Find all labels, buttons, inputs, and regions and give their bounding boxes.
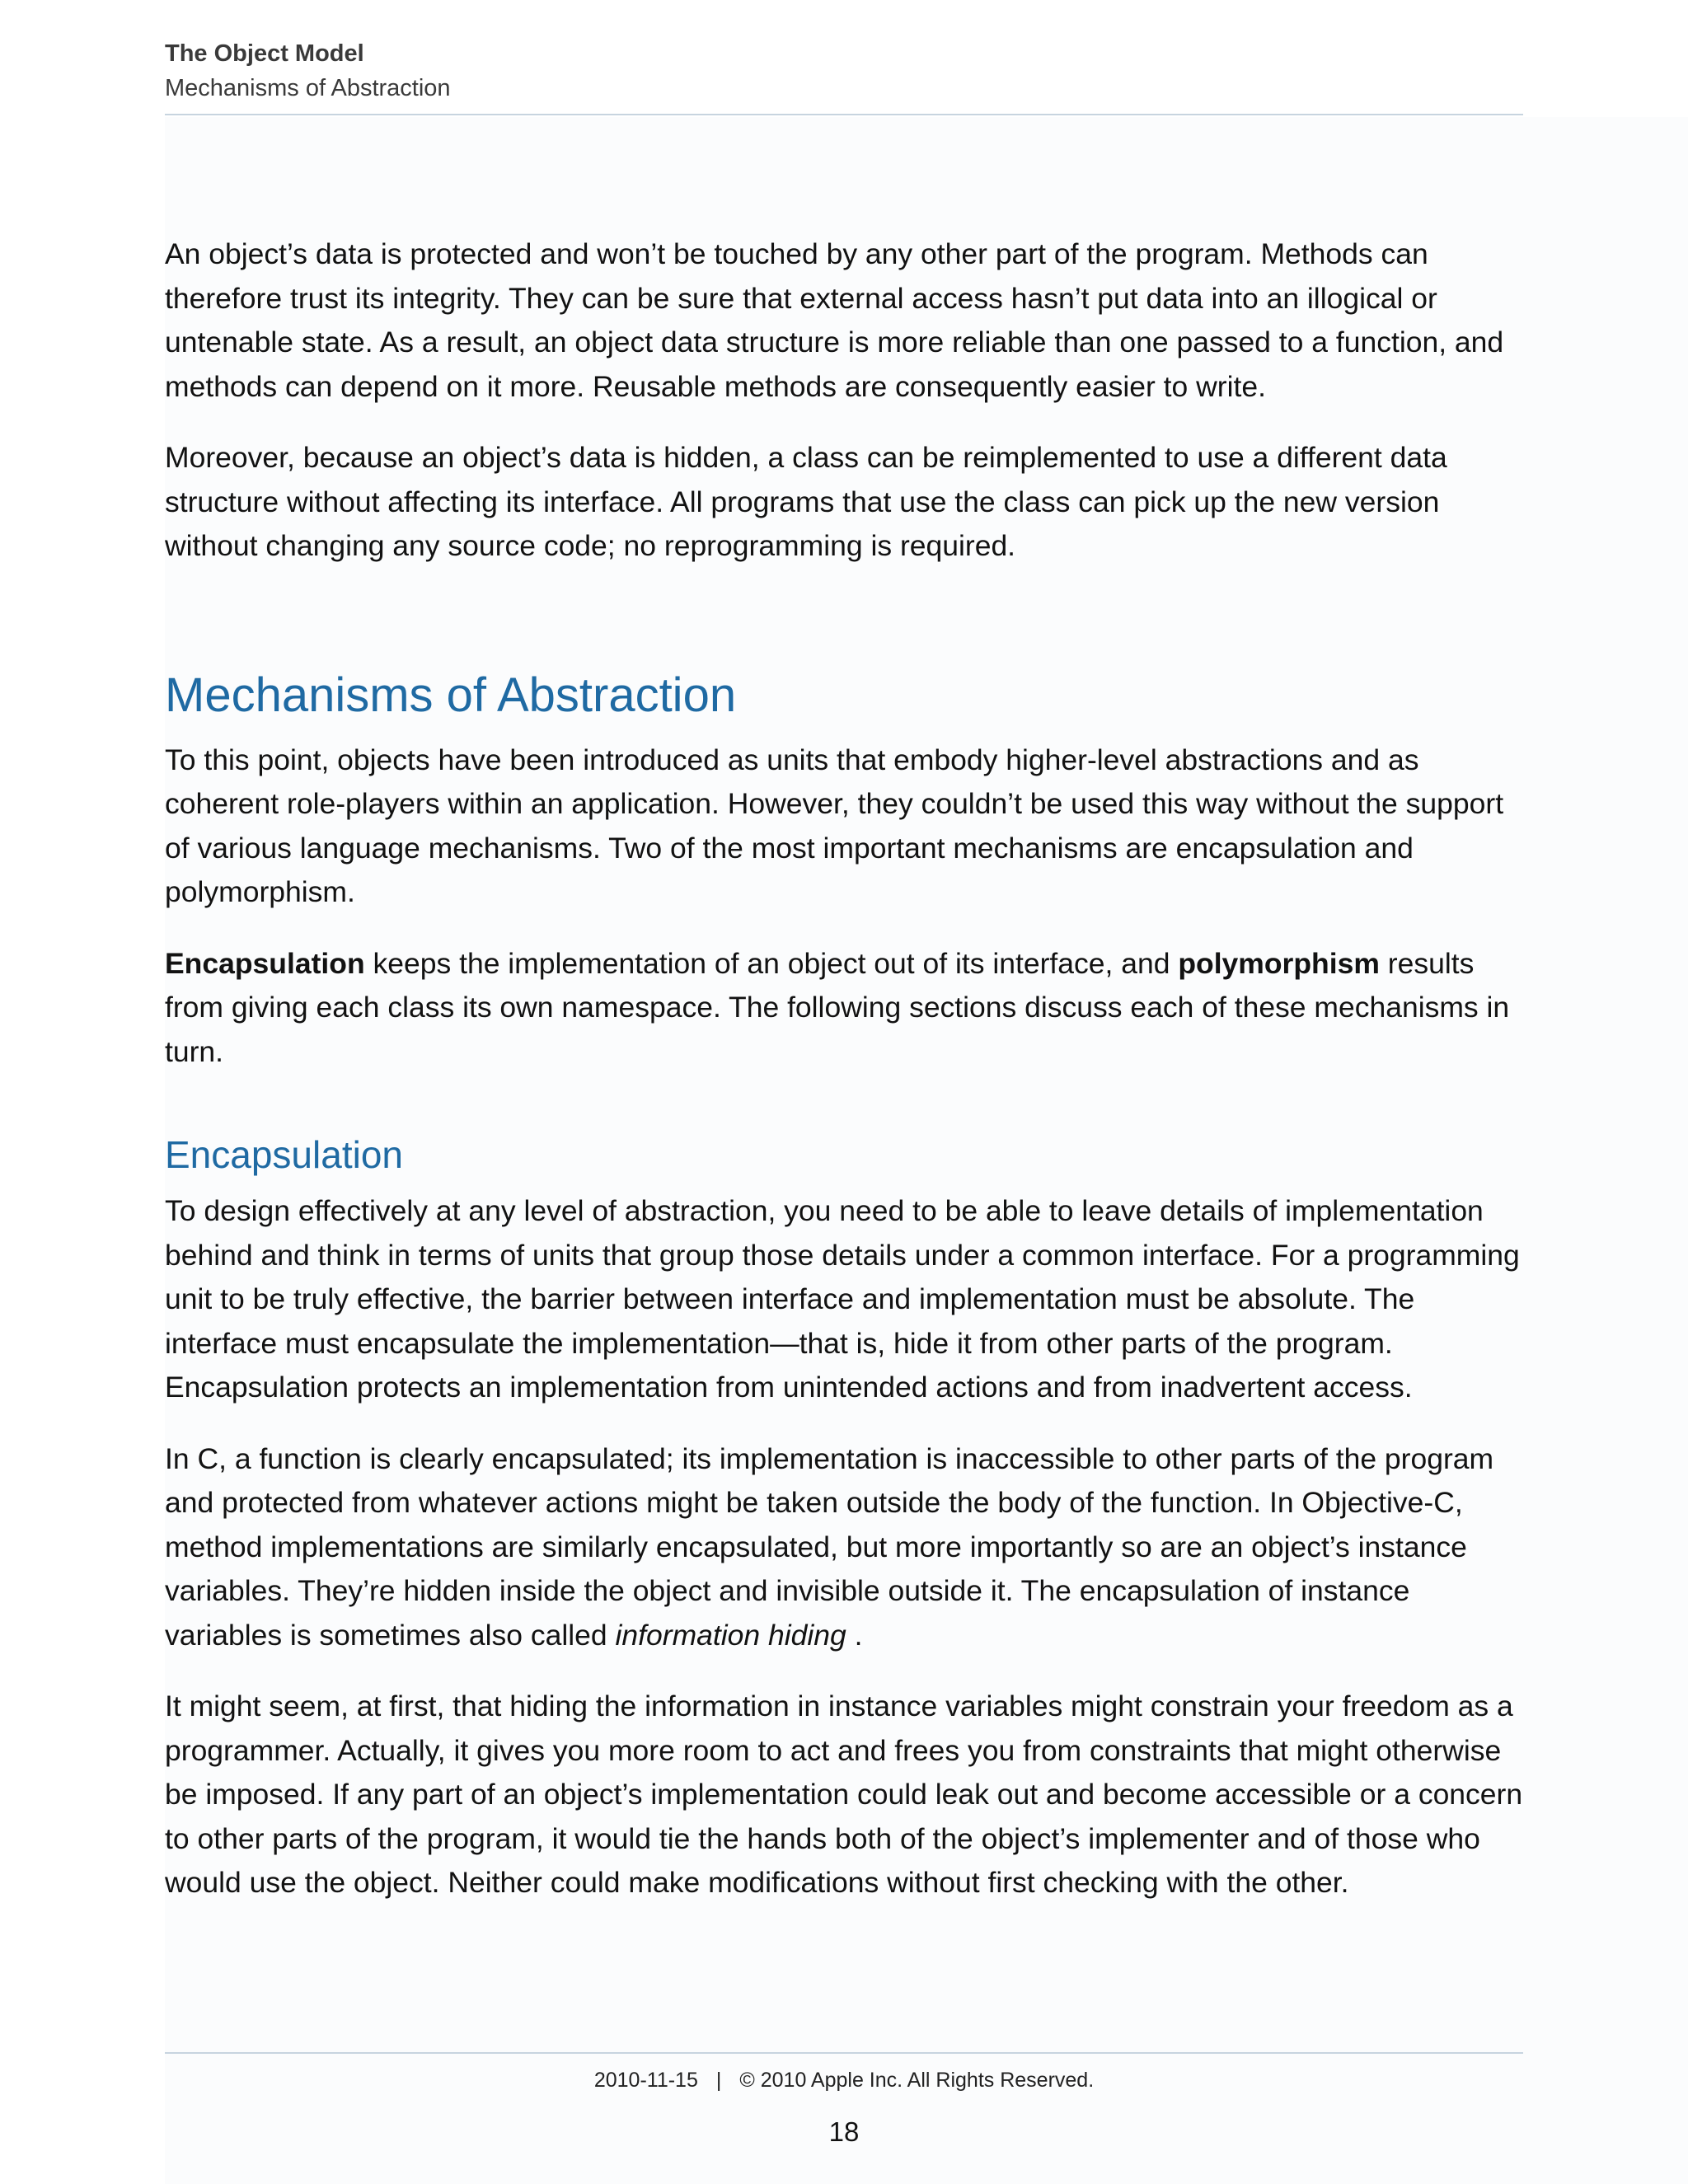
paragraph-text: .	[846, 1618, 863, 1652]
intro-paragraph-2: Moreover, because an object’s data is hidden, a class can be reimplemented to use a different data structure without affecting its interface. All programs that use the class can pick up the new version without changing any source code; no reprogramming is required.	[165, 441, 1447, 562]
term-information-hiding: information hiding	[615, 1618, 846, 1652]
footer-separator: |	[715, 2069, 722, 2092]
section-paragraph-2	[165, 942, 1525, 1075]
footer-copyright: © 2010 Apple Inc. All Rights Reserved.	[739, 2069, 1095, 2092]
paragraph-text: keeps the implementation of an object out of its interface, and	[364, 946, 1179, 980]
encapsulation-paragraph-1: To design effectively at any level of abstraction, you need to be able to leave details of implementation behind and think in terms of units that group those details under a common interface. For a programming unit to be truly effective, the barrier between interface and implementation must be absolute. The interface must encapsulate the implementation—that is, hide it from other parts of the program. Encapsulation protects an implementation from unintended actions and from inadvertent access.	[165, 1194, 1520, 1404]
encapsulation-paragraph-3: It might seem, at first, that hiding the information in instance variables might constrain your freedom as a programmer. Actually, it gives you more room to act and frees you from constraints that might otherwise be imposed. If any part of an object’s implementation could leak out and become accessible or a concern to other parts of the program, it would tie the hands both of the object’s implementer and of those who would use the object. Neither could make modifications without first checking with the other.	[165, 1690, 1523, 1899]
section-heading: Mechanisms of Abstraction	[165, 668, 737, 722]
chapter-title: The Object Model	[165, 40, 364, 67]
footer-date: 2010-11-15	[593, 2069, 698, 2092]
term-polymorphism: polymorphism	[1178, 946, 1380, 980]
subsection-heading: Encapsulation	[165, 1133, 403, 1176]
running-header	[165, 36, 1523, 105]
footer-divider	[165, 2052, 1523, 2054]
section-title: Mechanisms of Abstraction	[165, 75, 451, 101]
page-footer	[165, 2064, 1523, 2097]
term-encapsulation: Encapsulation	[165, 946, 365, 980]
paragraph-text: results from giving each class its own namespace. The following sections discuss each of these mechanisms in turn.	[165, 946, 1510, 1068]
page-number: 18	[828, 2116, 860, 2147]
page-body	[165, 232, 1525, 1905]
header-divider	[165, 114, 1523, 115]
encapsulation-paragraph-2	[165, 1437, 1525, 1658]
section-paragraph-1: To this point, objects have been introduced as units that embody higher-level abstractions and as coherent role-players within an application. However, they couldn’t be used this way without the support of various language mechanisms. Two of the most important mechanisms are encapsulation and polymorphism.	[165, 743, 1504, 908]
paragraph-text: In C, a function is clearly encapsulated; its implementation is inaccessible to other parts of the program and protected from whatever actions might be taken outside the body of the function. In Objective-C, method implementations are similarly encapsulated, but more importantly so are an object’s instance variables. They’re hidden inside the object and invisible outside it. The encapsulation of instance variables is sometimes also called	[165, 1441, 1494, 1652]
intro-paragraph-1: An object’s data is protected and won’t be touched by any other part of the program. Methods can therefore trust its integrity. They can be sure that external access hasn’t put data into an illogical or untenable state. As a result, an object data structure is more reliable than one passed to a function, and methods can depend on it more. Reusable methods are consequently easier to write.	[165, 237, 1504, 403]
